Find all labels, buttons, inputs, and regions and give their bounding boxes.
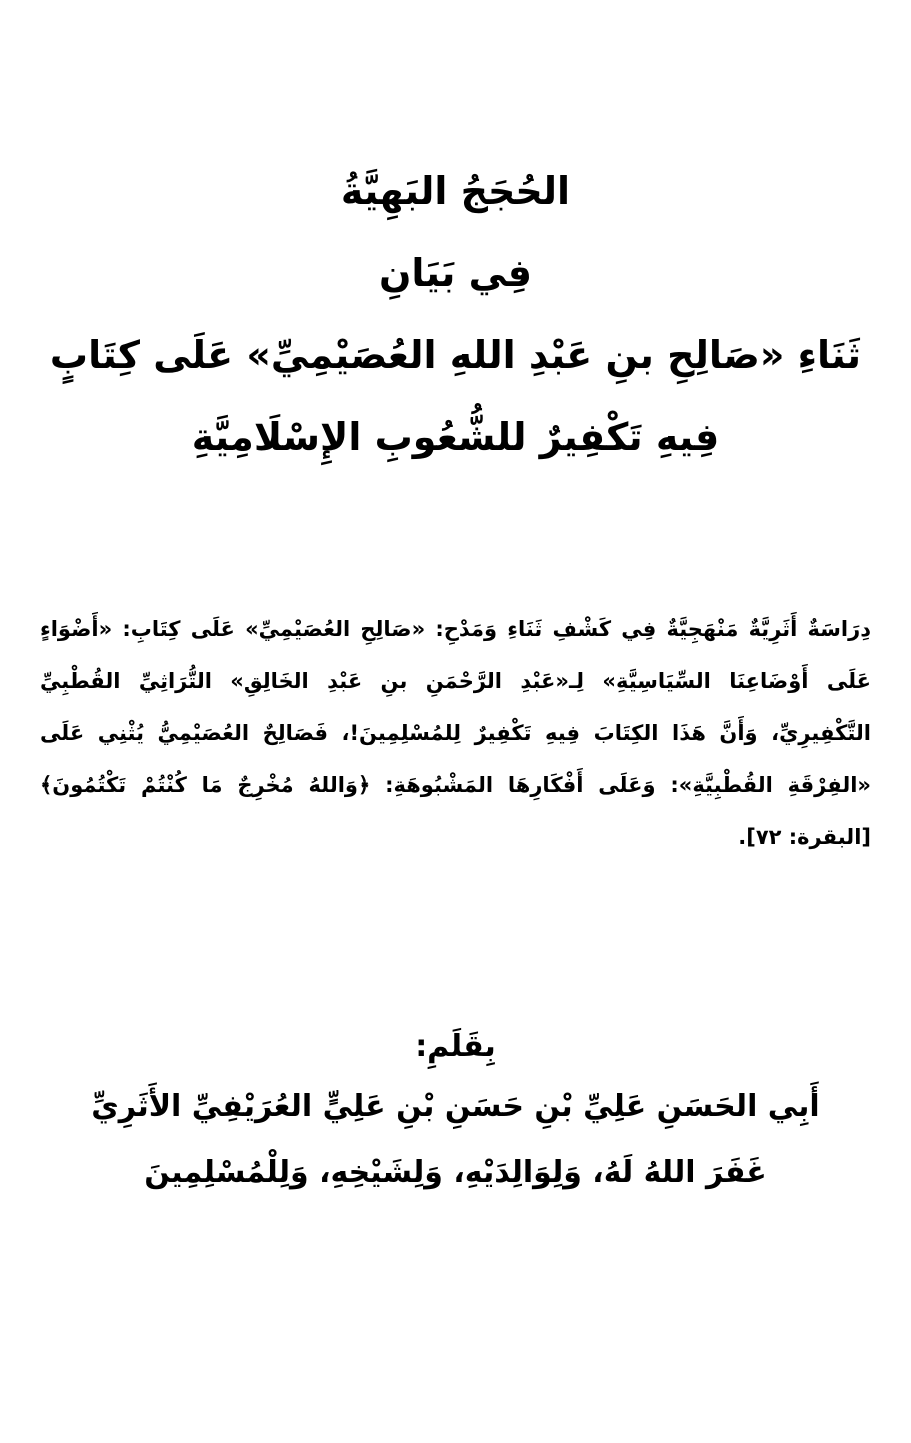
book-title [40, 150, 871, 478]
abstract-paragraph: دِرَاسَةٌ أَثَرِيَّةٌ مَنْهَجِيَّةٌ فِي كَشْفِ ثَنَاءِ وَمَدْحِ: «صَالِحِ العُصَيْمِيِّ» عَلَى كِتَابِ: «أَضْوَاءٍ عَلَى أَوْضَاعِنَا السِّيَاسِيَّةِ» لِـ«عَبْدِ الرَّحْمَنِ بنِ عَبْدِ الخَالِقِ» التُّرَاثِيِّ القُطْبِيِّ التَّكْفِيرِيِّ، وَأَنَّ هَذَا الكِتَابَ فِيهِ تَكْفِيرٌ لِلمُسْلِمِينَ!، فَصَالِحٌ العُصَيْمِيُّ يُثْنِي عَلَى «الفِرْقَةِ القُطْبِيَّةِ»: وَعَلَى أَفْكَارِهَا المَشْبُوهَةِ: ﴿وَاللهُ مُخْرِجٌ مَا كُنْتُمْ تَكْتُمُونَ﴾ [البقرة: ٧٢]. [40, 617, 871, 849]
author-block [40, 1020, 871, 1206]
by-label: بِقَلَمِ: [415, 1029, 496, 1064]
title-line-1: الحُجَجُ البَهِيَّةُ [340, 169, 571, 213]
title-line-2: فِي بَيَانِ [378, 251, 533, 295]
author-name: أَبِي الحَسَنِ عَلِيِّ بْنِ حَسَنِ بْنِ عَلِيٍّ العُرَيْفِيِّ الأَثَرِيِّ [91, 1089, 820, 1124]
author-dua: غَفَرَ اللهُ لَهُ، وَلِوَالِدَيْهِ، وَلِشَيْخِهِ، وَلِلْمُسْلِمِينَ [144, 1155, 767, 1190]
title-line-4: فِيهِ تَكْفِيرٌ للشُّعُوبِ الإِسْلَامِيَّةِ [191, 415, 720, 459]
title-line-3: ثَنَاءِ «صَالِحِ بنِ عَبْدِ اللهِ العُصَيْمِيِّ» عَلَى كِتَابٍ [49, 333, 862, 377]
